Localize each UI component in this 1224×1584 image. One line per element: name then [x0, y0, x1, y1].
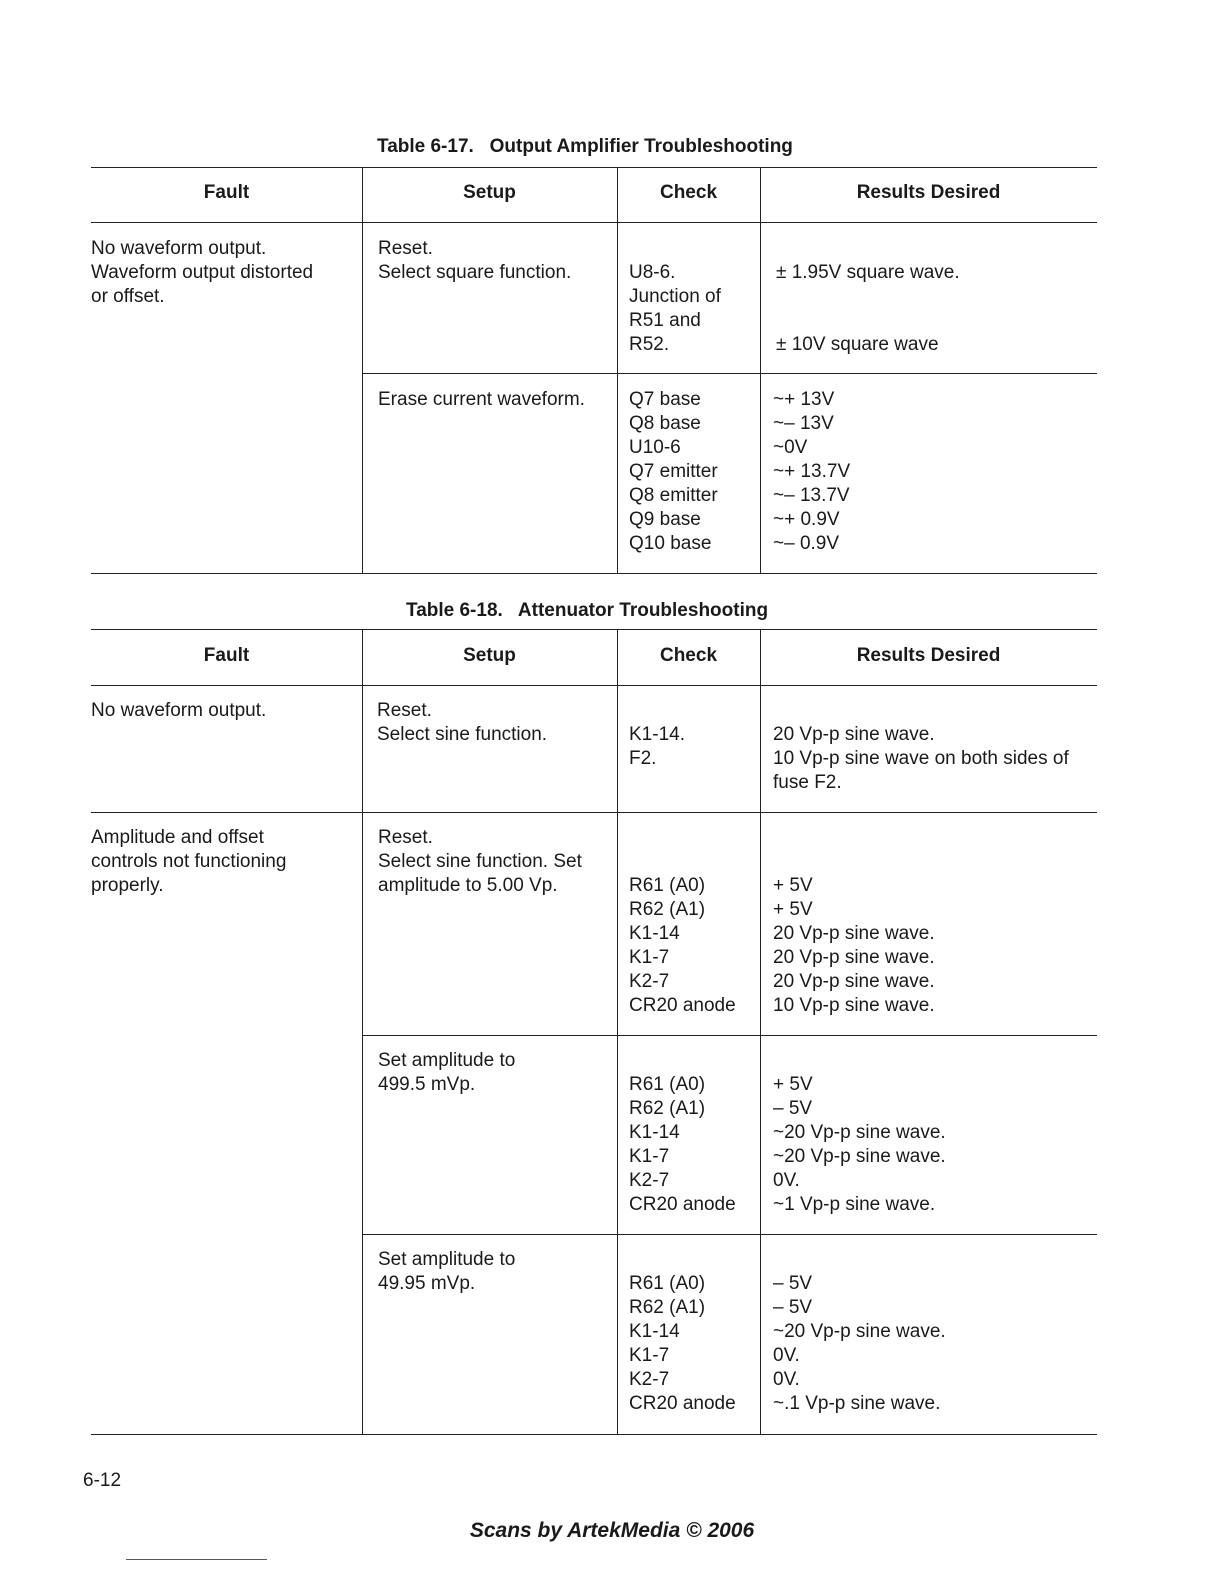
cell-line: K1-14 — [629, 1122, 680, 1143]
cell-line: ~+ 13V — [773, 389, 835, 410]
cell-line: K1-7 — [629, 1345, 670, 1366]
cell-line: Set amplitude to — [378, 1249, 516, 1270]
cell-line — [776, 309, 960, 333]
table-6-18-col-divider — [362, 629, 363, 1434]
cell-line — [776, 237, 960, 261]
cell-line: 0V. — [773, 1170, 800, 1191]
cell-line — [629, 826, 736, 850]
cell-line: amplitude to 5.00 Vp. — [378, 875, 558, 896]
cell-line: Erase current waveform. — [378, 389, 585, 410]
cell-line: ~20 Vp-p sine wave. — [773, 1122, 946, 1143]
cell-line — [629, 699, 685, 723]
table-6-17-title: Table 6-17. Output Amplifier Troubleshooting — [377, 136, 793, 157]
cell-line: Q10 base — [629, 533, 712, 554]
table-6-18-header-check: Check — [659, 645, 718, 666]
table-6-17-row1-setup — [378, 237, 571, 285]
table-6-17-row1-check — [629, 237, 721, 357]
table-6-18-row4-results — [773, 1248, 946, 1416]
cell-line: properly. — [91, 875, 164, 896]
cell-line: R61 (A0) — [629, 875, 706, 896]
cell-line: ~20 Vp-p sine wave. — [773, 1321, 946, 1342]
table-6-18-row3-results — [773, 1049, 946, 1217]
cell-line: Junction of — [629, 286, 721, 307]
cell-line: fuse F2. — [773, 772, 842, 793]
cell-line: ± 10V square wave — [776, 334, 939, 355]
cell-line: or offset. — [91, 286, 165, 307]
cell-line: 49.95 mVp. — [378, 1273, 476, 1294]
cell-line: Q9 base — [629, 509, 701, 530]
table-6-17-header-check: Check — [659, 182, 718, 203]
table-6-18-header-results: Results Desired — [856, 645, 1001, 666]
table-6-18-row2-check — [629, 826, 736, 1018]
cell-line: + 5V — [773, 899, 813, 920]
cell-line: K1-7 — [629, 1146, 670, 1167]
cell-line: ~20 Vp-p sine wave. — [773, 1146, 946, 1167]
cell-line: R62 (A1) — [629, 1297, 706, 1318]
table-6-18-row2-setup — [378, 826, 582, 898]
table-6-17-row2-setup — [378, 388, 585, 412]
cell-line — [773, 1248, 946, 1272]
scan-credit: Scans by ArtekMedia © 2006 — [469, 1519, 755, 1542]
table-6-18-row1-results — [773, 699, 1069, 795]
cell-line: Q8 base — [629, 413, 701, 434]
cell-line — [629, 1049, 736, 1073]
table-6-17-header-fault: Fault — [203, 182, 250, 203]
table-6-18-row3-setup — [378, 1049, 515, 1097]
cell-line: Amplitude and offset — [91, 827, 264, 848]
table-6-17-header-setup: Setup — [463, 182, 516, 203]
cell-line: K2-7 — [629, 1369, 670, 1390]
cell-line: 20 Vp-p sine wave. — [773, 971, 935, 992]
table-6-18-header-fault: Fault — [203, 645, 250, 666]
cell-line: K1-14. — [629, 724, 685, 745]
cell-line: ~+ 0.9V — [773, 509, 840, 530]
table-6-18-header-rule — [91, 685, 1097, 686]
cell-line: Select sine function. Set — [378, 851, 582, 872]
decorative-underline — [126, 1559, 267, 1560]
table-6-18-row4-setup — [378, 1248, 515, 1296]
cell-line: Q7 emitter — [629, 461, 718, 482]
cell-line: K1-7 — [629, 947, 670, 968]
table-6-17-row2-results — [773, 388, 850, 556]
cell-line: Select sine function. — [377, 724, 548, 745]
table-6-17-col-divider — [617, 167, 618, 573]
cell-line: R52. — [629, 334, 670, 355]
cell-line: Q7 base — [629, 389, 701, 410]
cell-line: ~+ 13.7V — [773, 461, 851, 482]
cell-line: Reset. — [378, 238, 433, 259]
cell-line — [629, 850, 736, 874]
table-6-17-col-divider — [362, 167, 363, 573]
cell-line: ~– 0.9V — [773, 533, 840, 554]
cell-line: ~0V — [773, 437, 808, 458]
table-6-17-bottom-rule — [91, 573, 1097, 574]
cell-line: CR20 anode — [629, 1393, 736, 1414]
cell-line: 10 Vp-p sine wave. — [773, 995, 935, 1016]
table-6-18-col-divider — [617, 629, 618, 1434]
table-6-18-row1-fault — [91, 699, 266, 723]
cell-line: 20 Vp-p sine wave. — [773, 923, 935, 944]
cell-line: R61 (A0) — [629, 1074, 706, 1095]
table-6-18-row1-setup — [377, 699, 547, 747]
cell-line: 10 Vp-p sine wave on both sides of — [773, 748, 1069, 769]
cell-line: R61 (A0) — [629, 1273, 706, 1294]
cell-line: K1-14 — [629, 1321, 680, 1342]
cell-line: Set amplitude to — [378, 1050, 516, 1071]
cell-line — [629, 237, 721, 261]
cell-line: ~1 Vp-p sine wave. — [773, 1194, 936, 1215]
table-6-17-top-rule — [91, 167, 1097, 168]
table-6-18-bottom-rule — [91, 1434, 1097, 1435]
cell-line: ± 1.95V square wave. — [776, 262, 960, 283]
cell-line: K2-7 — [629, 1170, 670, 1191]
cell-line: CR20 anode — [629, 995, 736, 1016]
table-6-17-row2-check — [629, 388, 718, 556]
table-6-17-header-results: Results Desired — [856, 182, 1001, 203]
table-6-17-row1-results — [776, 237, 960, 357]
cell-line: R62 (A1) — [629, 899, 706, 920]
cell-line: 20 Vp-p sine wave. — [773, 724, 935, 745]
cell-line — [773, 699, 1069, 723]
cell-line: ~.1 Vp-p sine wave. — [773, 1393, 941, 1414]
table-6-18-col-divider — [760, 629, 761, 1434]
cell-line: No waveform output. — [91, 238, 267, 259]
cell-line: 499.5 mVp. — [378, 1074, 476, 1095]
table-6-18-row-rule — [91, 812, 1097, 813]
table-6-18-row1-check — [629, 699, 685, 771]
cell-line: controls not functioning — [91, 851, 287, 872]
table-6-18-row4-check — [629, 1248, 736, 1416]
page-number: 6-12 — [83, 1470, 122, 1491]
cell-line: Reset. — [377, 700, 432, 721]
cell-line: Reset. — [378, 827, 433, 848]
cell-line — [773, 826, 935, 850]
cell-line: – 5V — [773, 1273, 813, 1294]
table-6-17-row-rule — [362, 373, 1097, 374]
cell-line — [773, 1049, 946, 1073]
cell-line: R51 and — [629, 310, 701, 331]
cell-line: K2-7 — [629, 971, 670, 992]
cell-line: – 5V — [773, 1098, 813, 1119]
cell-line: 0V. — [773, 1345, 800, 1366]
cell-line: Select square function. — [378, 262, 572, 283]
cell-line: 0V. — [773, 1369, 800, 1390]
cell-line: + 5V — [773, 1074, 813, 1095]
table-6-18-header-setup: Setup — [463, 645, 516, 666]
cell-line: No waveform output. — [91, 700, 267, 721]
table-6-18-top-rule — [91, 629, 1097, 630]
cell-line: CR20 anode — [629, 1194, 736, 1215]
table-6-17-header-rule — [91, 222, 1097, 223]
cell-line: R62 (A1) — [629, 1098, 706, 1119]
cell-line: – 5V — [773, 1297, 813, 1318]
cell-line: Q8 emitter — [629, 485, 718, 506]
cell-line: + 5V — [773, 875, 813, 896]
table-6-18-row2-fault — [91, 826, 286, 898]
table-6-18-title: Table 6-18. Attenuator Troubleshooting — [406, 600, 769, 621]
cell-line: U10-6 — [629, 437, 681, 458]
cell-line: ~– 13.7V — [773, 485, 850, 506]
table-6-17-row1-fault — [91, 237, 313, 309]
table-6-18-row2-results — [773, 826, 935, 1018]
cell-line: ~– 13V — [773, 413, 834, 434]
cell-line: Waveform output distorted — [91, 262, 314, 283]
cell-line: K1-14 — [629, 923, 680, 944]
table-6-17-col-divider — [760, 167, 761, 573]
table-6-18-row-rule — [362, 1035, 1097, 1036]
cell-line — [776, 285, 960, 309]
cell-line — [773, 850, 935, 874]
cell-line: U8-6. — [629, 262, 676, 283]
table-6-18-row3-check — [629, 1049, 736, 1217]
cell-line: 20 Vp-p sine wave. — [773, 947, 935, 968]
cell-line: F2. — [629, 748, 657, 769]
cell-line — [629, 1248, 736, 1272]
table-6-18-row-rule — [362, 1234, 1097, 1235]
